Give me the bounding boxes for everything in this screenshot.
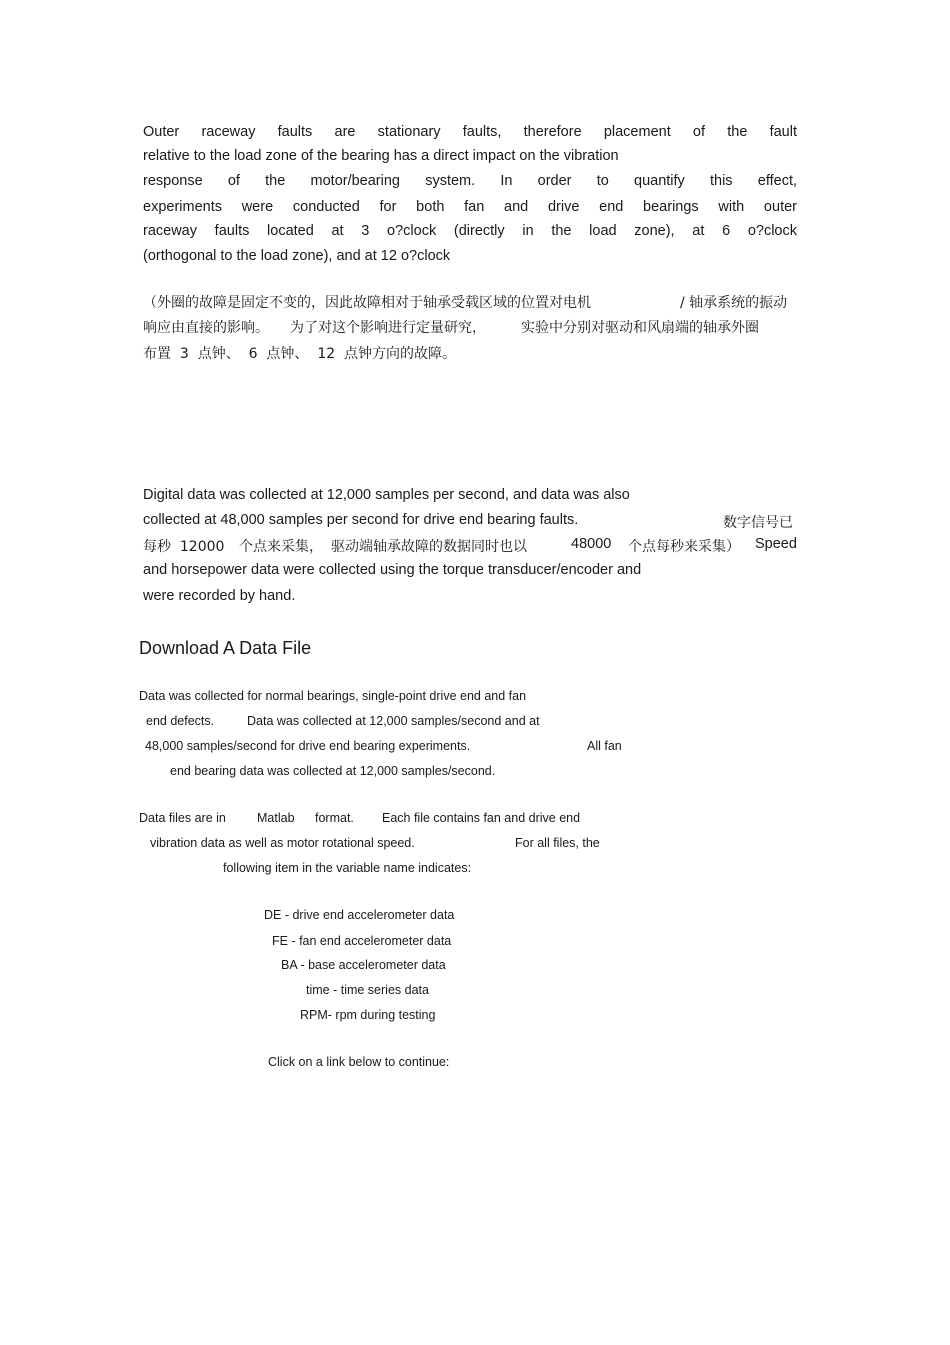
section-heading: Download A Data File bbox=[139, 638, 312, 658]
text-line: format. bbox=[315, 811, 354, 825]
list-item: FE - fan end accelerometer data bbox=[272, 934, 452, 948]
text-line: end bearing data was collected at 12,000 samples/second. bbox=[170, 764, 496, 778]
text-line: vibration data as well as motor rotational speed. bbox=[150, 836, 415, 850]
text-line: following item in the variable name indicates: bbox=[223, 861, 472, 875]
text-line: were recorded by hand. bbox=[143, 588, 296, 604]
text-line: Data files are in bbox=[139, 811, 226, 825]
text-line: 实验中分别对驱动和风扇端的轴承外圈 bbox=[521, 320, 759, 336]
text-line: For all files, the bbox=[515, 836, 600, 850]
text-line: experiments were conducted for both fan and drive end bearings with outer bbox=[143, 199, 797, 215]
text-line: raceway faults located at 3 o?clock (directly in the load zone), at 6 o?clock bbox=[143, 223, 797, 239]
text-line: Digital data was collected at 12,000 samples per second, and data was also bbox=[143, 487, 630, 503]
text-line: 个点每秒来采集） bbox=[628, 539, 740, 555]
text-line: response of the motor/bearing system. In order to quantify this effect, bbox=[143, 173, 797, 189]
list-item: BA - base accelerometer data bbox=[281, 958, 446, 972]
list-item: DE - drive end accelerometer data bbox=[264, 908, 455, 922]
text-line: 数字信号已 bbox=[723, 515, 793, 531]
text-line: Speed bbox=[755, 536, 797, 552]
text-line: Matlab bbox=[257, 811, 295, 825]
text-line: Data was collected at 12,000 samples/second and at bbox=[247, 714, 540, 728]
text-line: / 轴承系统的振动 bbox=[680, 295, 788, 311]
text-line: Data was collected for normal bearings, single-point drive end and fan bbox=[139, 689, 527, 703]
text-line: collected at 48,000 samples per second for drive end bearing faults. bbox=[143, 512, 579, 528]
text-line: end defects. bbox=[146, 714, 215, 728]
text-line: 48000 bbox=[571, 536, 612, 552]
text-line: relative to the load zone of the bearing has a direct impact on the vibration bbox=[143, 148, 619, 164]
text-line: 响应由直接的影响。 bbox=[143, 320, 269, 336]
text-line: 为了对这个影响进行定量研究， bbox=[290, 320, 486, 336]
text-line: Each file contains fan and drive end bbox=[382, 811, 581, 825]
text-line: Outer raceway faults are stationary faults, therefore placement of the fault bbox=[143, 124, 797, 140]
text-line: (orthogonal to the load zone), and at 12 o?clock bbox=[143, 248, 451, 264]
list-item: RPM- rpm during testing bbox=[300, 1008, 436, 1022]
text-line: （外圈的故障是固定不变的，因此故障相对于轴承受载区域的位置对电机 bbox=[143, 295, 591, 311]
text-line: 驱动端轴承故障的数据同时也以 bbox=[331, 539, 527, 555]
text-line: All fan bbox=[587, 739, 622, 753]
text-line: 每秒 12000 bbox=[143, 539, 225, 555]
continue-instruction: Click on a link below to continue: bbox=[268, 1055, 450, 1069]
text-line: and horsepower data were collected using the torque transducer/encoder and bbox=[143, 562, 642, 578]
text-line: 个点来采集， bbox=[239, 539, 323, 555]
list-item: time - time series data bbox=[306, 983, 429, 997]
text-line: 布置 3 点钟、 6 点钟、 12 点钟方向的故障。 bbox=[143, 346, 457, 362]
text-line: 48,000 samples/second for drive end bearing experiments. bbox=[145, 739, 471, 753]
